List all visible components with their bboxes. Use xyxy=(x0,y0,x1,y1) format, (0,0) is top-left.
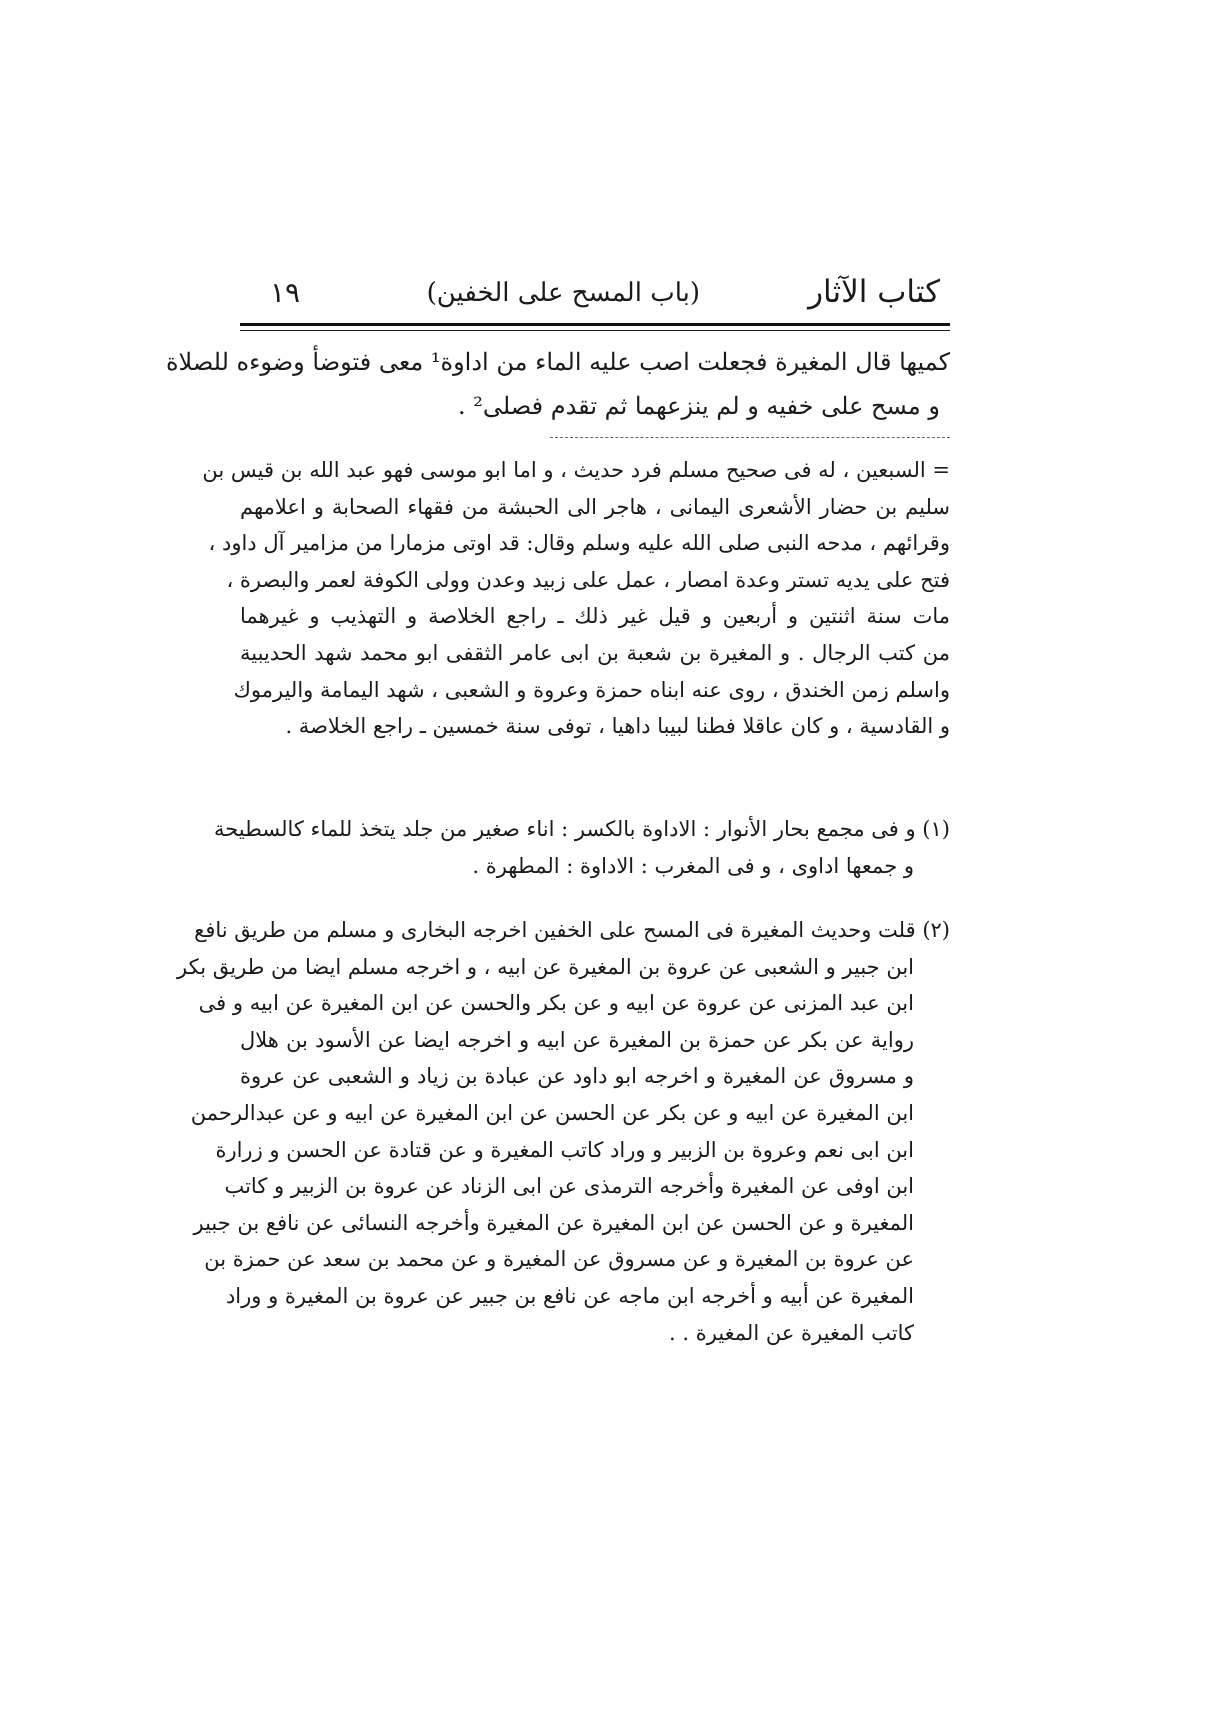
biography-note xyxy=(202,452,950,745)
footnote-line: المغيرة و عن الحسن عن ابن المغيرة عن المغيرة وأخرجه النسائى عن نافع بن جبير xyxy=(193,1210,914,1235)
note-line: وقرائهم ، مدحه النبى صلى الله عليه وسلم وقال: قد اوتى مزمارا من مزامير آل داود ، xyxy=(208,531,950,556)
footnote-line: ابن ابى نعم وعروة بن الزبير و وراد كاتب المغيرة و عن قتادة عن الحسن و زرارة xyxy=(215,1137,914,1162)
note-line: فتح على يديه تستر وعدة امصار ، عمل على زبيد وعدن وولى الكوفة لعمر والبصرة ، xyxy=(226,567,950,592)
book-title: كتاب الآثار xyxy=(808,274,940,310)
note-line: واسلم زمن الخندق ، روى عنه ابناه حمزة وعروة و الشعبى ، شهد اليمامة واليرموك xyxy=(233,677,950,702)
note-line: من كتب الرجال . و المغيرة بن شعبة بن ابى عامر الثقفى ابو محمد شهد الحديبية xyxy=(240,640,950,665)
footnote-line: ابن المغيرة عن ابيه و عن بكر عن الحسن عن ابن المغيرة عن ابيه و عن عبدالرحمن xyxy=(190,1100,914,1125)
footnote-line: و جمعها اداوى ، و فى المغرب : الاداوة : المطهرة . xyxy=(472,853,914,878)
footnote-line: المغيرة عن أبيه و أخرجه ابن ماجه عن نافع بن جبير عن عروة بن المغيرة و وراد xyxy=(225,1283,914,1308)
page-header xyxy=(240,268,950,324)
footnote-1 xyxy=(213,811,950,884)
footnote-line: عن عروة بن المغيرة و عن مسروق عن المغيرة و عن محمد بن سعد عن حمزة بن xyxy=(204,1247,914,1272)
footnote-2 xyxy=(177,912,950,1351)
footnote-line: ابن اوفى عن المغيرة وأخرجه الترمذى عن ابى الزناد عن عروة بن الزبير و كاتب xyxy=(224,1174,914,1199)
note-line: = السبعين ، له فى صحيح مسلم فرد حديث ، و اما ابو موسى فهو عبد الله بن قيس بن xyxy=(202,458,950,482)
footnote-line: (٢) قلت وحديث المغيرة فى المسح على الخفين اخرجه البخارى و مسلم من طريق نافع xyxy=(194,918,950,942)
footnote-line: (١) و فى مجمع بحار الأنوار : الاداوة بالكسر : اناء صغير من جلد يتخذ للماء كالسطيحة xyxy=(213,817,950,841)
note-line: و القادسية ، و كان عاقلا فطنا لبيبا داهيا ، توفى سنة خمسين ـ راجع الخلاصة . xyxy=(285,714,950,739)
footnote-line: ابن جبير و الشعبى عن عروة بن المغيرة عن ابيه ، و اخرجه مسلم ايضا من طريق بكر xyxy=(177,954,914,979)
footnote-line: رواية عن بكر عن حمزة بن المغيرة عن ابيه و اخرجه ايضا عن الأسود بن هلال xyxy=(240,1027,914,1052)
note-line: سليم بن حضار الأشعرى اليمانى ، هاجر الى الحبشة من فقهاء الصحابة و اعلامهم xyxy=(240,494,950,519)
main-text-line: و مسح على خفيه و لم ينزعهما ثم تقدم فصلى² . xyxy=(457,392,940,420)
chapter-title: (باب المسح على الخفين) xyxy=(426,278,700,308)
footnote-line: كاتب المغيرة عن المغيرة . . xyxy=(669,1320,914,1345)
header-rule-thin xyxy=(240,330,950,331)
note-line: مات سنة اثنتين و أربعين و قيل غير ذلك ـ راجع الخلاصة و التهذيب و غيرهما xyxy=(240,604,950,629)
main-text-line: كميها قال المغيرة فجعلت اصب عليه الماء من اداوة¹ معى فتوضأ وضوءه للصلاة xyxy=(165,348,950,376)
footnote-line: ابن عبد المزنى عن عروة عن ابيه و عن بكر والحسن عن ابن المغيرة عن ابيه و فى xyxy=(198,991,914,1016)
main-text xyxy=(165,340,950,428)
footnote-line: و مسروق عن المغيرة و اخرجه ابو داود عن عبادة بن زياد و الشعبى عن عروة xyxy=(240,1064,914,1089)
page-number: ١٩ xyxy=(270,276,301,309)
header-rule-thick xyxy=(240,323,950,326)
footnote-divider xyxy=(550,437,950,438)
